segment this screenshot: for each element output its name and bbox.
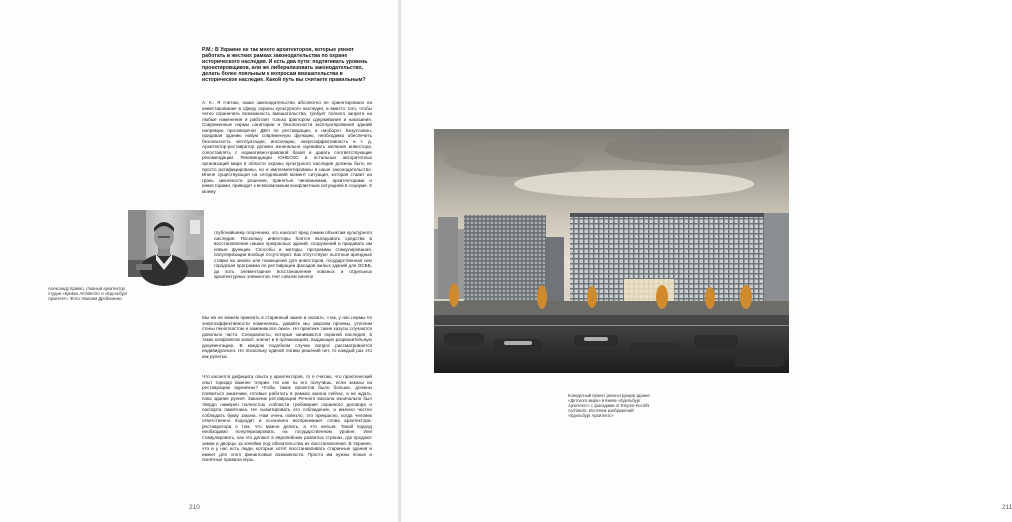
- photo-caption: Александр Кривко, главный архитектор студии «Кривко Architects» и «Едельбург Архитект». Фото: Максим Дробиненко: [48, 286, 128, 301]
- portrait-image: [128, 210, 204, 277]
- answer-text-3: Мы же не можем приехать в старинный замок и сказать: «так, у нас нормы по энергоэффективности поменялись, давайте мы закроем проемы, утеплим стены пенопластом и заменим все окна». Но практике такие казусы случаются довольно часто. Специалисты, которые занимаются охраной наследия, в таких конфликтах знают, значит и в организациях, выдающих разрешительную документацию. В каждом подобном случае вопрос рассматривается индивидуально. Но поскольку единой логики решений нет, то каждый раз это как рулетка.: [202, 315, 372, 359]
- answer-text-2: глубочайшему огорчению, это наносит вред самим объектам культурного наследия. Поскольку инвесторы боятся вкладывать средства в восстановление наших прекрасных зданий, сооружений и придавать им новые функции. Способы и методы, программы стимулирования, популяризации вообще отсутствуют. Как отсутствуют льготные арендные ставки на землю или помещения для инвесторов, государственная или городская программа по реставрации фасадов жилых зданий для ОСББ, да хоть элементарное восстановление кованых и отдельных архитектурных элементов. Нет совсем ничего!: [214, 230, 372, 280]
- page-number-left: 210: [189, 504, 200, 511]
- answer-paragraph-1: [202, 100, 372, 194]
- answer-paragraph-4: [202, 374, 372, 463]
- architectural-render-image: [434, 129, 789, 373]
- page-number-right: 211: [1002, 504, 1012, 511]
- interview-question: Р.М.: В Украине не так много архитекторов, которые умеют работать в жестких рамках законодательства по охране исторического наследия. И есть два пути: подтягивать уровень проектировщиков, или же либерализовать законодательство, делать более лояльным к вопросам вмешательства в историческое наследие. Какой путь вы считаете правильным?: [202, 47, 368, 84]
- left-page: [0, 0, 399, 522]
- answer-paragraph-3: [202, 315, 372, 359]
- architect-portrait-photo: [128, 210, 204, 277]
- answer-text-4: Что касается дефицита опыта у архитекторов, то я считаю, что практический опыт гораздо важнее теории. Но как ты его получишь, если заказы на реставрацию единичны? Чтобы таких проектов было больше, должны появиться заказчики, готовые работать в рамках закона сейчас, а не ждать, пока здание рухнет. Заказчик реставрации Речного вокзала изначально был твердо намерен полностью соблюсти требования охранного договора и паспорта памятника. Не сымитировать его соблюдение, а именно честно соблюдать букву закона. Нам очень повезло, это прекрасно, когда человек ответственно подходит и осознанно воспринимает слова архитектора-реставратора о том, что можно делать, а что нельзя. Такой подход необходимо популяризировать на государственном уровне. Или стимулировать, как это делают в европейских развитых странах, где продают замки и дворцы за копейки под обязательства их восстановления. В Украине, что и у нас есть люди, которые хотят восстанавливать старинные здания и имеют для этого финансовые возможности. Просто им нужны ясные и понятные правила игры.: [202, 374, 372, 463]
- answer-paragraph-2: [214, 230, 372, 280]
- answer-text-1: А. К.: Я считаю, наше законодательство абсолютно не ориентировано на инвестирование в сферу охраны культурного наследия, и вместо того, чтобы четко ограничить возможность вмешательства, требует полного запрета на любые изменения и работает только фактором сдерживания и наказания. Современные нормы санитарии и безопасности эксплуатирования зданий напрямую противоречат ДБН по реставрации, и наоборот. Безусловно, придавая зданию новую современную функцию, необходимо обеспечить безопасность эксплуатации, инсоляцию, энергоэффективность и т. д. Архитектор-реставратор должен изначально оценивать желания инвестора, сопоставлять с нормативно-правовой базой и давать соответствующие рекомендации. Рекомендации ЮНЕСКО и остальных авторитетных организаций мира в области охраны культурного наследия должны быть не просто ратифицированы, но и имплементированы в наше законодательство. Иначе существующая на сегодняшний момент ситуация, которая ставит на грань законности решения, принятые чиновниками, архитекторами и инвесторами, приводит к всевозможным конфликтным ситуациям в социуме. К моему: [202, 100, 372, 194]
- render-caption: Конкурсный проект реконструкции здания «Детского мира» в Киеве «Едельбург Архитектс» с фасадами от Empire-Kecinhi Architects. Источник изображений: «Едельбург Архитектс»: [568, 393, 650, 418]
- building-render: [434, 129, 789, 373]
